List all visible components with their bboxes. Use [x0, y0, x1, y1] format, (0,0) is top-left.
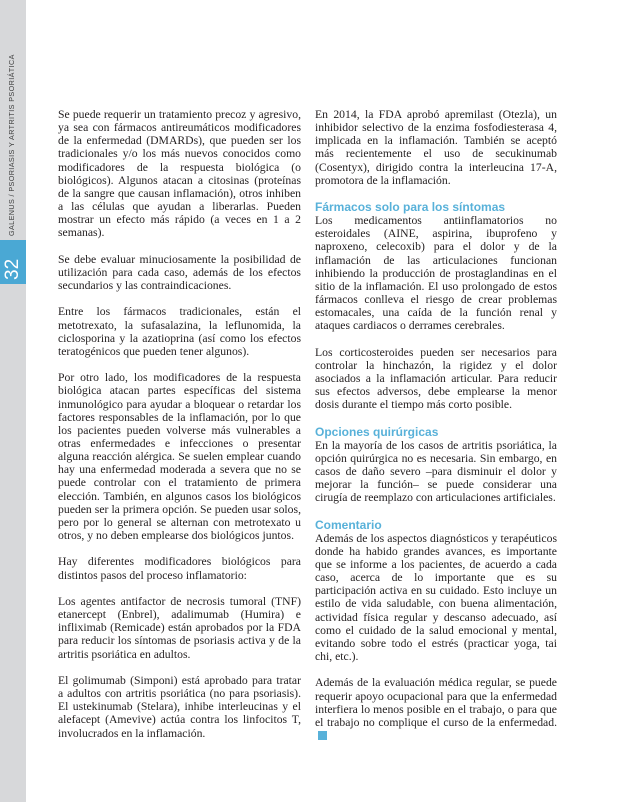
- paragraph: En la mayoría de los casos de artritis psoriática, la opción quirúrgica no es necesaria. Sin embargo, en casos de daño severo –para disminuir el dolor y mejorar la función– se puede considerar una cirugía de reemplazo con articulaciones artificiales.: [315, 438, 557, 505]
- page-number: 32: [2, 258, 23, 280]
- section-heading: Comentario: [315, 517, 382, 532]
- paragraph: Además de los aspectos diagnósticos y terapéuticos donde ha habido grandes avances, es importante que se informe a los pacientes, de acuerdo a cada caso, acerca de lo importante que es su participación activa en su cuidado. Esto incluye un estilo de vida saludable, con buena alimentación, actividad física regular y descanso adecuado, así como el cuidado de la salud emocional y mental, evitando sobre todo el estrés (practicar yoga, tai chi, etc.).: [315, 531, 557, 664]
- paragraph: En 2014, la FDA aprobó apremilast (Otezla), un inhibidor selectivo de la enzima fosfodiesterasa 4, implicada en la inflamación. También se aceptó más recientemente el uso de secukinumab (Cosentyx), dirigido contra la interleucina 17-A, promotora de la inflamación.: [315, 108, 557, 187]
- section-heading: Fármacos solo para los síntomas: [315, 200, 506, 215]
- left-column: [58, 108, 301, 753]
- paragraph: Entre los fármacos tradicionales, están el metotrexato, la sufasalazina, la leflunomida, la ciclosporina y la azatioprina (así como los efectos teratogénicos que pueden tener algunos).: [58, 305, 301, 358]
- paragraph: Se debe evaluar minuciosamente la posibilidad de utilización para cada caso, además de los efectos secundarios y las contraindicaciones.: [58, 252, 301, 293]
- section-heading: Opciones quirúrgicas: [315, 424, 439, 439]
- paragraph: Se puede requerir un tratamiento precoz y agresivo, ya sea con fármacos antireumáticos modificadores de la enfermedad (DMARDs), que pueden ser los tradicionales y/o los más nuevos conocidos como modificadores de la respuesta biológica (o biológicos). Algunos atacan a citosinas (proteínas de la sangre que causan inflamación), otros inhiben a las células que ayudan a liberarlas. Pueden mostrar un efecto más rápido (a veces en 1 a 2 semanas).: [58, 108, 301, 240]
- running-head: GALENUS / PSORIASIS Y ARTRITIS PSORIÁTICA: [7, 54, 16, 236]
- paragraph-text: Además de la evaluación médica regular, se puede requerir apoyo ocupacional para que la enfermedad interfiera lo menos posible en el trabajo, o para que el trabajo no complique el curso de la enfermedad.: [315, 676, 557, 729]
- paragraph-last: [315, 676, 557, 742]
- paragraph: Por otro lado, los modificadores de la respuesta biológica atacan partes específicas del sistema inmunológico para ayudar a bloquear o retardar los factores responsables de la inflamación, por lo que los pacientes pueden volverse más vulnerables a otras enfermedades e infecciones o presentar alguna reacción alérgica. Se suelen emplear cuando hay una enfermedad moderada a severa que no se puede controlar con el tratamiento de primera elección. También, en algunos casos los biológicos pueden ser la primera opción. Se pueden usar solos, pero por lo general se alternan con metrotexato u otros, y no deben emplearse dos biológicos juntos.: [58, 371, 301, 543]
- paragraph: Los medicamentos antiinflamatorios no esteroidales (AINE, aspirina, ibuprofeno y naproxeno, celecoxib) para el dolor y de la inflamación de las articulaciones funcionan inhibiendo la producción de prostaglandinas en el sitio de la inflamación. El uso prolongado de estos fármacos conlleva el riesgo de crear problemas estomacales, una caída de la función renal y ataques cardiacos o derrames cerebrales.: [315, 214, 557, 333]
- right-column: [315, 108, 557, 755]
- paragraph: Hay diferentes modificadores biológicos para distintos pasos del proceso inflamatorio:: [58, 555, 301, 582]
- sidebar: [0, 0, 26, 802]
- end-of-article-icon: [318, 731, 327, 740]
- paragraph: El golimumab (Simponi) está aprobado para tratar a adultos con artritis psoriática (no para psoriasis). El ustekinumab (Stelara), inhibe interleucinas y el alefacept (Amevive) actúa contra los linfocitos T, involucrados en la inflamación.: [58, 673, 301, 740]
- paragraph: Los agentes antifactor de necrosis tumoral (TNF) etanercept (Enbrel), adalimumab (Humira) e infliximab (Remicade) están aprobados por la FDA para reducir los síntomas de psoriasis activa y de la artritis psoriática en adultos.: [58, 594, 301, 661]
- paragraph: Los corticosteroides pueden ser necesarios para controlar la hinchazón, la rigidez y el dolor asociados a la inflamación articular. Para reducir sus efectos adversos, debe emplearse la menor dosis durante el tiempo más corto posible.: [315, 345, 557, 412]
